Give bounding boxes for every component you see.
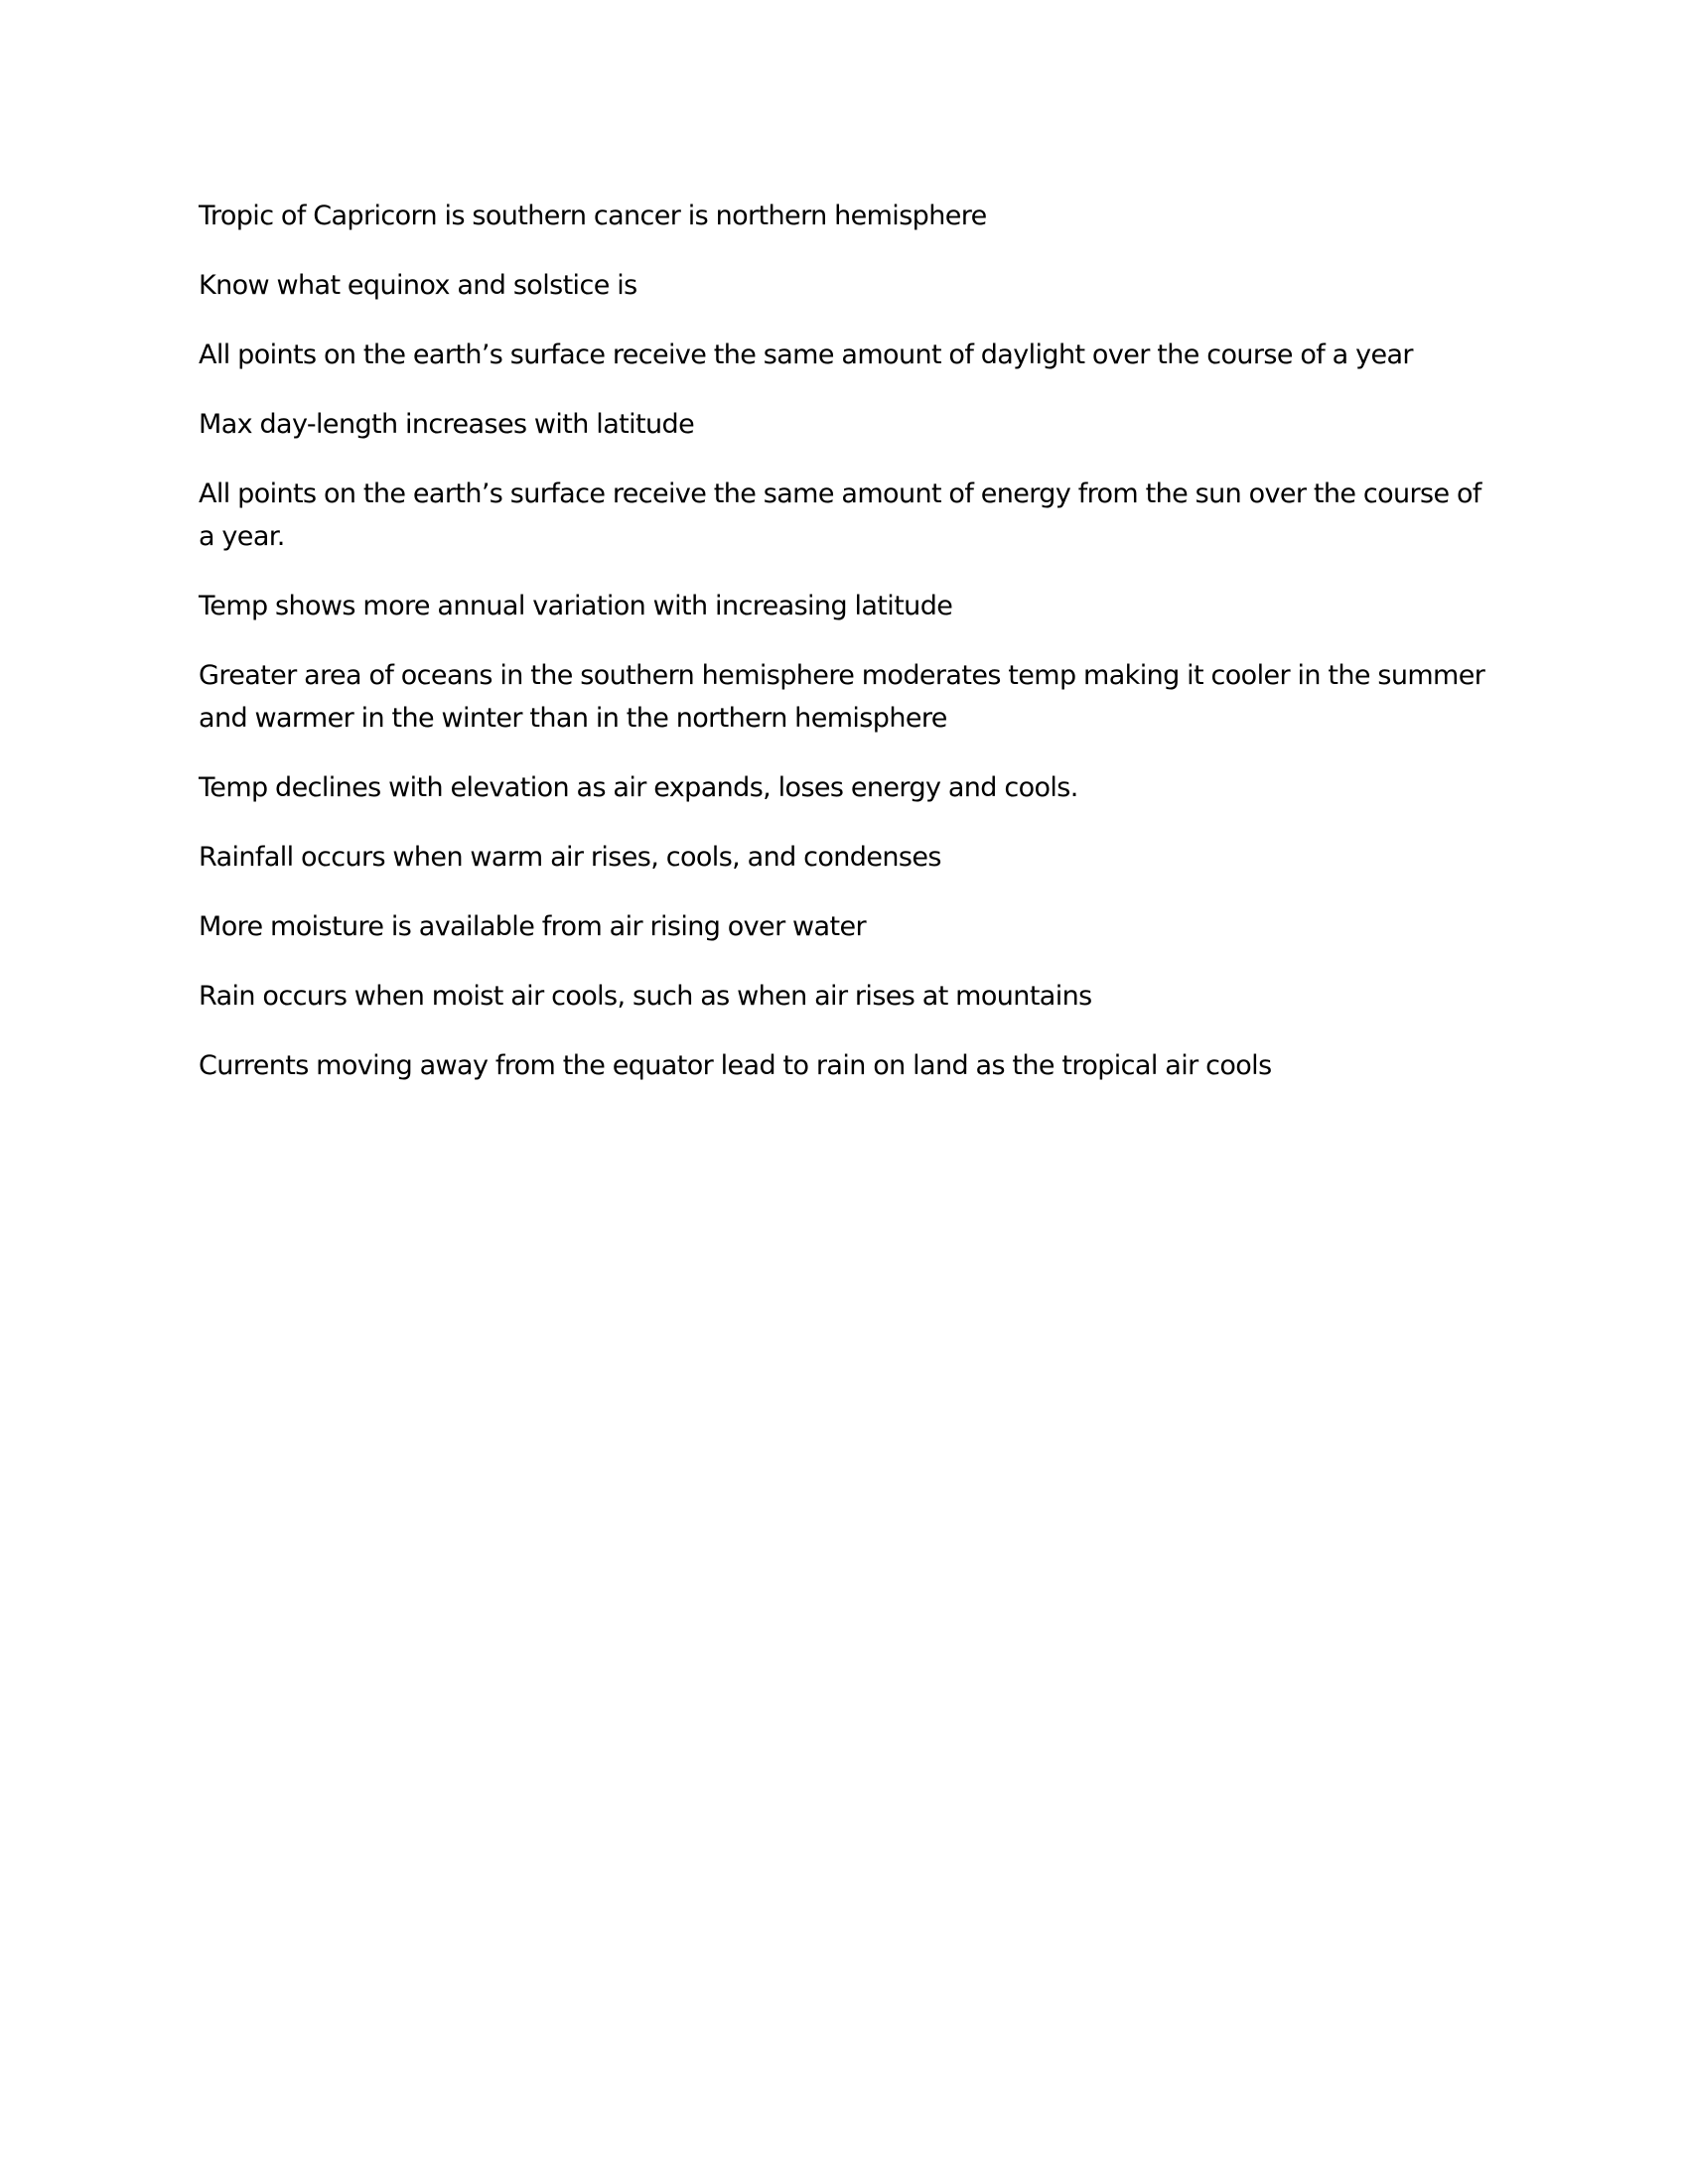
note-paragraph: All points on the earth’s surface receive the same amount of daylight over the course of a year: [199, 340, 1413, 370]
note-paragraph: Know what equinox and solstice is: [199, 270, 637, 301]
note-paragraph: Rainfall occurs when warm air rises, cools, and condenses: [199, 842, 941, 873]
note-paragraph: More moisture is available from air rising over water: [199, 911, 866, 942]
note-paragraph: Temp declines with elevation as air expands, loses energy and cools.: [199, 772, 1078, 803]
note-paragraph: Rain occurs when moist air cools, such as when air rises at mountains: [199, 981, 1092, 1012]
note-paragraph: All points on the earth’s surface receive the same amount of energy from the sun over the course of a year.: [199, 478, 1481, 552]
note-paragraph: Temp shows more annual variation with increasing latitude: [199, 591, 953, 621]
note-paragraph: Greater area of oceans in the southern hemisphere moderates temp making it cooler in the summer and warmer in the winter than in the northern hemisphere: [199, 660, 1485, 734]
note-paragraph: Tropic of Capricorn is southern cancer is northern hemisphere: [199, 201, 987, 231]
note-paragraph: Max day-length increases with latitude: [199, 409, 695, 440]
note-paragraph: Currents moving away from the equator lead to rain on land as the tropical air cools: [199, 1050, 1272, 1081]
notes-body: [199, 195, 1499, 1114]
